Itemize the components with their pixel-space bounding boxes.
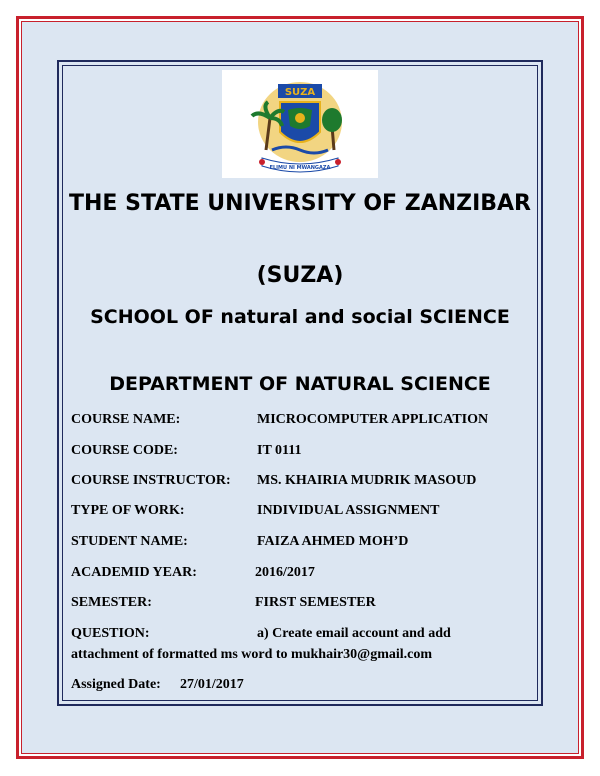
- academic-year-value: 2016/2017: [255, 565, 315, 580]
- type-of-work-value: INDIVIDUAL ASSIGNMENT: [257, 503, 440, 518]
- student-name-label: STUDENT NAME:: [71, 534, 188, 549]
- student-name-value: FAIZA AHMED MOH’D: [257, 534, 409, 549]
- school-title: SCHOOL OF natural and social SCIENCE: [90, 306, 510, 328]
- university-abbreviation: (SUZA): [256, 263, 344, 288]
- question-value-line2: attachment of formatted ms word to mukhair30@gmail.com: [71, 647, 433, 662]
- course-instructor-value: MS. KHAIRIA MUDRIK MASOUD: [257, 473, 477, 488]
- semester-value: FIRST SEMESTER: [255, 595, 376, 610]
- course-code-label: COURSE CODE:: [71, 443, 178, 458]
- course-name-label: COURSE NAME:: [71, 412, 181, 427]
- question-label: QUESTION:: [71, 626, 150, 641]
- academic-year-label: ACADEMID YEAR:: [71, 565, 197, 580]
- suza-emblem-icon: [222, 70, 378, 178]
- university-title: THE STATE UNIVERSITY OF ZANZIBAR: [69, 191, 531, 216]
- course-instructor-label: COURSE INSTRUCTOR:: [71, 473, 231, 488]
- course-code-value: IT 0111: [257, 443, 302, 458]
- logo-motto-text: ELIMU NI MWANGAZA: [269, 165, 331, 171]
- assigned-date-label: Assigned Date:: [71, 677, 161, 692]
- semester-label: SEMESTER:: [71, 595, 152, 610]
- type-of-work-label: TYPE OF WORK:: [71, 503, 185, 518]
- suza-logo: [222, 70, 378, 178]
- question-value-line1: a) Create email account and add: [257, 626, 451, 641]
- logo-banner-text: SUZA: [284, 87, 316, 98]
- department-title: DEPARTMENT OF NATURAL SCIENCE: [109, 373, 491, 395]
- assigned-date-value: 27/01/2017: [180, 677, 244, 692]
- course-name-value: MICROCOMPUTER APPLICATION: [257, 412, 489, 427]
